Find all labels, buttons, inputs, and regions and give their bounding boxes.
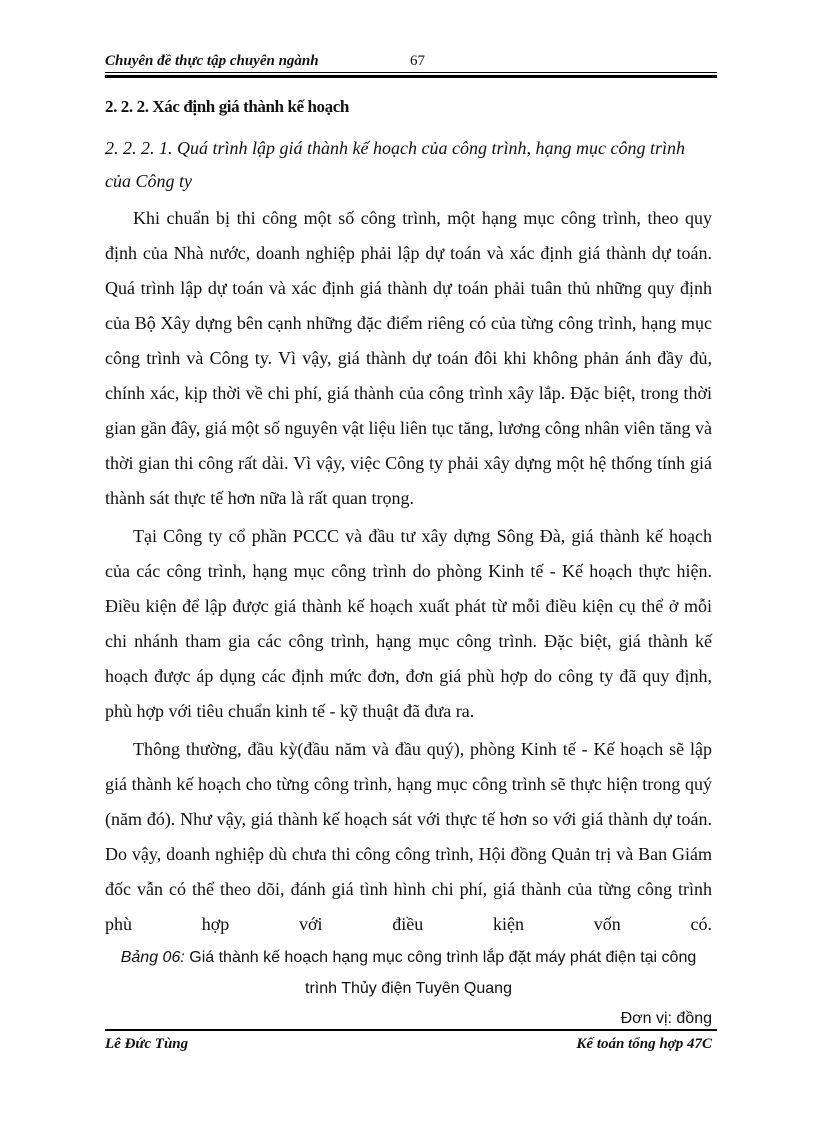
paragraph: Tại Công ty cổ phần PCCC và đầu tư xây dựng Sông Đà, giá thành kế hoạch của các công trình, hạng mục công trình do phòng Kinh tế - Kế hoạch thực hiện. Điều kiện để lập được giá thành kế hoạch xuất phát từ mỗi điều kiện cụ thể ở mỗi chi nhánh tham gia các công trình, hạng mục công trình. Đặc biệt, giá thành kế hoạch được áp dụng các định mức đơn, đơn giá phù hợp do công ty đã quy định, phù hợp với tiêu chuẩn kinh tế - kỹ thuật đã đưa ra. xyxy=(105,526,712,721)
table-caption-label: Bảng 06: xyxy=(120,949,185,966)
header-rule-thick xyxy=(105,75,717,78)
page-number: 67 xyxy=(410,53,425,69)
footer-rule xyxy=(105,1029,717,1031)
page-body xyxy=(105,92,712,1032)
header-rule-thin xyxy=(105,72,717,73)
header-title: Chuyên đề thực tập chuyên ngành xyxy=(105,53,319,69)
section-heading: 2. 2. 2. Xác định giá thành kế hoạch xyxy=(105,97,349,116)
paragraph: Thông thường, đầu kỳ(đầu năm và đầu quý), phòng Kinh tế - Kế hoạch sẽ lập giá thành kế hoạch cho từng công trình, hạng mục công trình sẽ thực hiện trong quý (năm đó). Như vậy, giá thành kế hoạch sát với thực tế hơn so với giá thành dự toán. Do vậy, doanh nghiệp dù chưa thi công công trình, Hội đồng Quản trị và Ban Giám đốc vẫn có thể theo dõi, đánh giá tình hình chi phí, giá thành của từng công trình phù hợp với điều kiện vốn có. xyxy=(105,739,712,934)
subsection-heading: 2. 2. 2. 1. Quá trình lập giá thành kế hoạch của công trình, hạng mục công trình của Công ty xyxy=(105,138,685,191)
paragraph: Khi chuẩn bị thi công một số công trình, một hạng mục công trình, theo quy định của Nhà nước, doanh nghiệp phải lập dự toán và xác định giá thành dự toán. Quá trình lập dự toán và xác định giá thành dự toán phải tuân thủ những quy định của Bộ Xây dựng bên cạnh những đặc điểm riêng có của từng công trình, hạng mục công trình và Công ty. Vì vậy, giá thành dự toán đôi khi không phản ánh đầy đủ, chính xác, kịp thời về chi phí, giá thành của công trình xây lắp. Đặc biệt, trong thời gian gần đây, giá một số nguyên vật liệu liên tục tăng, lương công nhân viên tăng và thời gian thi công rất dài. Vì vậy, việc Công ty phải xây dựng một hệ thống tính giá thành sát thực tế hơn nữa là rất quan trọng. xyxy=(105,208,712,508)
table-caption xyxy=(105,942,712,1004)
page-header xyxy=(105,51,717,73)
table-caption-text-line1: Giá thành kế hoạch hạng mục công trình lắp đặt máy phát điện tại công xyxy=(189,949,697,966)
unit-note: Đơn vị: đồng xyxy=(620,1010,712,1027)
footer-class: Kế toán tổng hợp 47C xyxy=(576,1036,712,1052)
footer-author: Lê Đức Tùng xyxy=(105,1036,189,1052)
table-caption-text-line2: trình Thủy điện Tuyên Quang xyxy=(305,980,512,997)
